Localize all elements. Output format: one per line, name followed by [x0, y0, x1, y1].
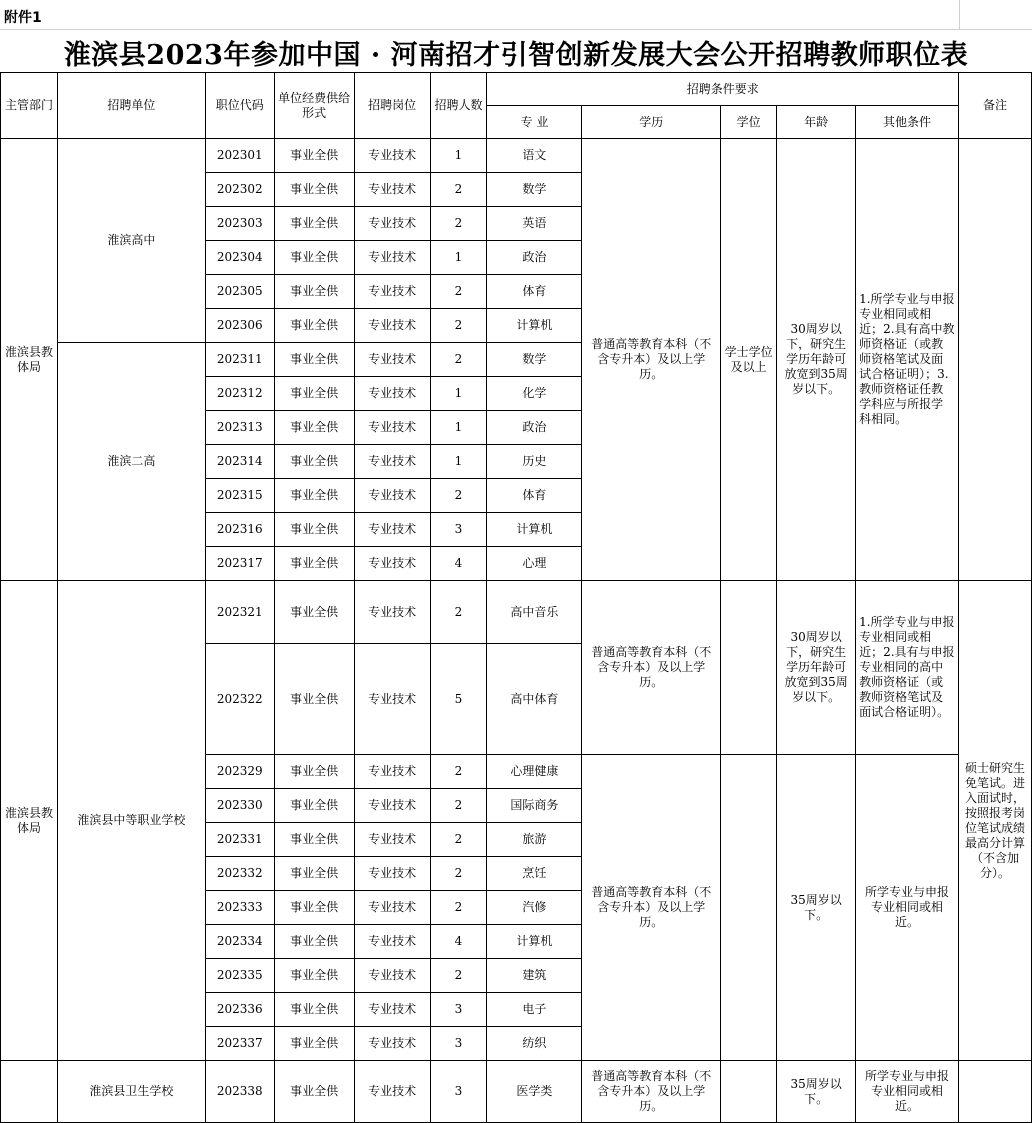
code-cell: 202317 [205, 547, 274, 581]
header-funding: 单位经费供给形式 [274, 73, 354, 139]
education-cell: 普通高等教育本科（不含专升本）及以上学历。 [582, 139, 721, 581]
code-cell: 202337 [205, 1027, 274, 1061]
header-unit: 招聘单位 [57, 73, 205, 139]
major-cell: 政治 [487, 241, 582, 275]
major-cell: 汽修 [487, 891, 582, 925]
funding-cell: 事业全供 [274, 173, 354, 207]
age-cell: 30周岁以下，研究生学历年龄可放宽到35周岁以下。 [777, 581, 856, 755]
header-requirements: 招聘条件要求 [487, 73, 959, 106]
funding-cell: 事业全供 [274, 959, 354, 993]
other-conditions-cell: 所学专业与申报专业相同或相近。 [856, 1061, 959, 1123]
code-cell: 202334 [205, 925, 274, 959]
post-cell: 专业技术 [354, 309, 430, 343]
code-cell: 202314 [205, 445, 274, 479]
header-rule [0, 29, 1032, 30]
code-cell: 202331 [205, 823, 274, 857]
dept-cell [1, 1061, 58, 1123]
header-remark: 备注 [958, 73, 1031, 139]
post-cell: 专业技术 [354, 377, 430, 411]
code-cell: 202305 [205, 275, 274, 309]
remark-cell [958, 1061, 1031, 1123]
funding-cell: 事业全供 [274, 445, 354, 479]
major-cell: 化学 [487, 377, 582, 411]
dept-cell: 淮滨县教体局 [1, 581, 58, 1061]
funding-cell: 事业全供 [274, 309, 354, 343]
code-cell: 202316 [205, 513, 274, 547]
education-cell: 普通高等教育本科（不含专升本）及以上学历。 [582, 1061, 721, 1123]
funding-cell: 事业全供 [274, 411, 354, 445]
document-title: 淮滨县2023年参加中国 · 河南招才引智创新发展大会公开招聘教师职位表 [63, 40, 969, 71]
code-cell: 202322 [205, 644, 274, 755]
age-cell: 35周岁以下。 [777, 755, 856, 1061]
post-cell: 专业技术 [354, 241, 430, 275]
age-cell: 35周岁以下。 [777, 1061, 856, 1123]
major-cell: 高中音乐 [487, 581, 582, 644]
other-conditions-cell: 1.所学专业与申报专业相同或相近；2.具有高中教师资格证（或教师资格笔试及面试合格证明）；3.教师资格证任教学科应与所报学科相同。 [856, 139, 959, 581]
funding-cell: 事业全供 [274, 857, 354, 891]
funding-cell: 事业全供 [274, 1061, 354, 1123]
count-cell: 2 [430, 207, 487, 241]
count-cell: 2 [430, 173, 487, 207]
post-cell: 专业技术 [354, 513, 430, 547]
count-cell: 2 [430, 309, 487, 343]
count-cell: 3 [430, 993, 487, 1027]
major-cell: 心理健康 [487, 755, 582, 789]
header-cell-divider [959, 0, 960, 29]
count-cell: 4 [430, 925, 487, 959]
code-cell: 202304 [205, 241, 274, 275]
major-cell: 医学类 [487, 1061, 582, 1123]
funding-cell: 事业全供 [274, 139, 354, 173]
age-cell: 30周岁以下，研究生学历年龄可放宽到35周岁以下。 [777, 139, 856, 581]
funding-cell: 事业全供 [274, 891, 354, 925]
code-cell: 202313 [205, 411, 274, 445]
post-cell: 专业技术 [354, 959, 430, 993]
post-cell: 专业技术 [354, 173, 430, 207]
major-cell: 计算机 [487, 309, 582, 343]
count-cell: 3 [430, 1061, 487, 1123]
major-cell: 数学 [487, 343, 582, 377]
code-cell: 202302 [205, 173, 274, 207]
count-cell: 1 [430, 377, 487, 411]
unit-cell: 淮滨二高 [57, 343, 205, 581]
count-cell: 2 [430, 755, 487, 789]
code-cell: 202336 [205, 993, 274, 1027]
count-cell: 3 [430, 513, 487, 547]
post-cell: 专业技术 [354, 891, 430, 925]
code-cell: 202311 [205, 343, 274, 377]
post-cell: 专业技术 [354, 343, 430, 377]
funding-cell: 事业全供 [274, 789, 354, 823]
post-cell: 专业技术 [354, 925, 430, 959]
degree-cell: 学士学位及以上 [721, 139, 777, 581]
code-cell: 202329 [205, 755, 274, 789]
count-cell: 2 [430, 823, 487, 857]
post-cell: 专业技术 [354, 644, 430, 755]
header-code: 职位代码 [205, 73, 274, 139]
header-post: 招聘岗位 [354, 73, 430, 139]
count-cell: 2 [430, 581, 487, 644]
header-dept: 主管部门 [1, 73, 58, 139]
count-cell: 4 [430, 547, 487, 581]
count-cell: 2 [430, 789, 487, 823]
funding-cell: 事业全供 [274, 1027, 354, 1061]
count-cell: 1 [430, 445, 487, 479]
code-cell: 202303 [205, 207, 274, 241]
degree-cell [721, 755, 777, 1061]
funding-cell: 事业全供 [274, 241, 354, 275]
count-cell: 2 [430, 479, 487, 513]
major-cell: 国际商务 [487, 789, 582, 823]
funding-cell: 事业全供 [274, 581, 354, 644]
degree-cell [721, 1061, 777, 1123]
code-cell: 202338 [205, 1061, 274, 1123]
funding-cell: 事业全供 [274, 343, 354, 377]
unit-cell: 淮滨县卫生学校 [57, 1061, 205, 1123]
funding-cell: 事业全供 [274, 755, 354, 789]
funding-cell: 事业全供 [274, 644, 354, 755]
count-cell: 1 [430, 411, 487, 445]
major-cell: 高中体育 [487, 644, 582, 755]
funding-cell: 事业全供 [274, 993, 354, 1027]
count-cell: 3 [430, 1027, 487, 1061]
code-cell: 202315 [205, 479, 274, 513]
count-cell: 5 [430, 644, 487, 755]
count-cell: 2 [430, 959, 487, 993]
major-cell: 数学 [487, 173, 582, 207]
header-age: 年龄 [777, 106, 856, 139]
count-cell: 2 [430, 891, 487, 925]
post-cell: 专业技术 [354, 445, 430, 479]
major-cell: 计算机 [487, 925, 582, 959]
major-cell: 心理 [487, 547, 582, 581]
major-cell: 体育 [487, 479, 582, 513]
post-cell: 专业技术 [354, 547, 430, 581]
attachment-label: 附件1 [4, 10, 42, 26]
post-cell: 专业技术 [354, 1027, 430, 1061]
code-cell: 202332 [205, 857, 274, 891]
header-degree: 学位 [721, 106, 777, 139]
funding-cell: 事业全供 [274, 377, 354, 411]
major-cell: 旅游 [487, 823, 582, 857]
code-cell: 202321 [205, 581, 274, 644]
code-cell: 202333 [205, 891, 274, 925]
major-cell: 英语 [487, 207, 582, 241]
post-cell: 专业技术 [354, 581, 430, 644]
post-cell: 专业技术 [354, 411, 430, 445]
code-cell: 202335 [205, 959, 274, 993]
post-cell: 专业技术 [354, 993, 430, 1027]
code-cell: 202301 [205, 139, 274, 173]
education-cell: 普通高等教育本科（不含专升本）及以上学历。 [582, 581, 721, 755]
count-cell: 2 [430, 857, 487, 891]
other-conditions-cell: 所学专业与申报专业相同或相近。 [856, 755, 959, 1061]
unit-cell: 淮滨高中 [57, 139, 205, 343]
count-cell: 1 [430, 139, 487, 173]
code-cell: 202330 [205, 789, 274, 823]
positions-table [0, 72, 1032, 1123]
major-cell: 历史 [487, 445, 582, 479]
funding-cell: 事业全供 [274, 925, 354, 959]
header-other: 其他条件 [856, 106, 959, 139]
major-cell: 计算机 [487, 513, 582, 547]
funding-cell: 事业全供 [274, 207, 354, 241]
funding-cell: 事业全供 [274, 513, 354, 547]
post-cell: 专业技术 [354, 755, 430, 789]
code-cell: 202312 [205, 377, 274, 411]
major-cell: 纺织 [487, 1027, 582, 1061]
funding-cell: 事业全供 [274, 547, 354, 581]
post-cell: 专业技术 [354, 275, 430, 309]
post-cell: 专业技术 [354, 1061, 430, 1123]
major-cell: 建筑 [487, 959, 582, 993]
major-cell: 烹饪 [487, 857, 582, 891]
funding-cell: 事业全供 [274, 823, 354, 857]
major-cell: 体育 [487, 275, 582, 309]
funding-cell: 事业全供 [274, 479, 354, 513]
header-count: 招聘人数 [430, 73, 487, 139]
degree-cell [721, 581, 777, 755]
major-cell: 政治 [487, 411, 582, 445]
major-cell: 语文 [487, 139, 582, 173]
header-education: 学历 [582, 106, 721, 139]
count-cell: 2 [430, 275, 487, 309]
code-cell: 202306 [205, 309, 274, 343]
unit-cell: 淮滨县中等职业学校 [57, 581, 205, 1061]
dept-cell: 淮滨县教体局 [1, 139, 58, 581]
count-cell: 1 [430, 241, 487, 275]
post-cell: 专业技术 [354, 857, 430, 891]
other-conditions-cell: 1.所学专业与申报专业相同或相近；2.具有与申报专业相同的高中教师资格证（或教师资格笔试及面试合格证明）。 [856, 581, 959, 755]
post-cell: 专业技术 [354, 207, 430, 241]
remark-cell: 硕士研究生免笔试。进入面试时，按照报考岗位笔试成绩最高分计算（不含加分）。 [958, 581, 1031, 1061]
post-cell: 专业技术 [354, 479, 430, 513]
funding-cell: 事业全供 [274, 275, 354, 309]
header-major: 专 业 [487, 106, 582, 139]
post-cell: 专业技术 [354, 823, 430, 857]
education-cell: 普通高等教育本科（不含专升本）及以上学历。 [582, 755, 721, 1061]
major-cell: 电子 [487, 993, 582, 1027]
count-cell: 2 [430, 343, 487, 377]
remark-cell [958, 139, 1031, 581]
post-cell: 专业技术 [354, 789, 430, 823]
post-cell: 专业技术 [354, 139, 430, 173]
